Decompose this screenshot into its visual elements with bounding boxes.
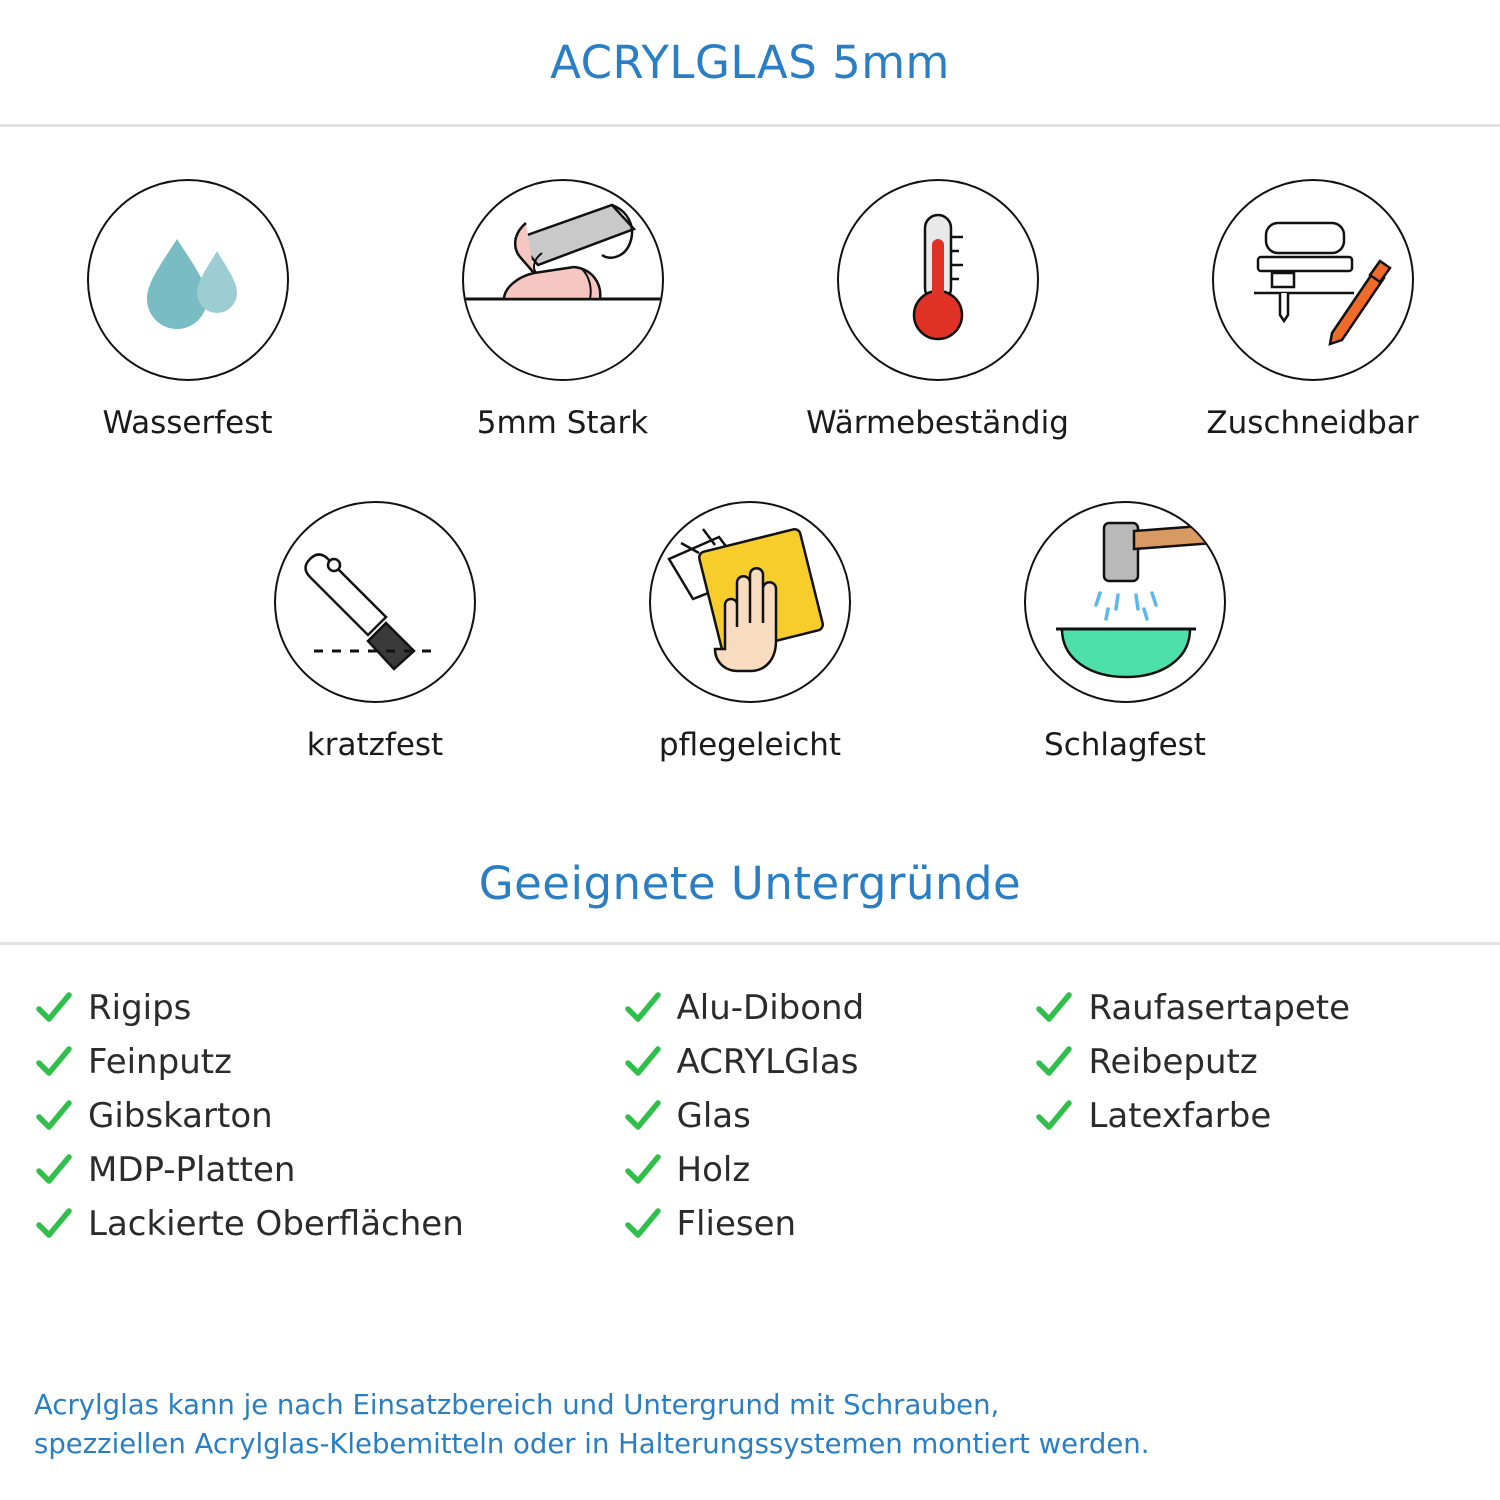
list-item-label: Holz	[676, 1150, 751, 1190]
page-title: ACRYLGLAS 5mm	[550, 36, 950, 89]
check-icon	[34, 1096, 74, 1136]
list-item	[623, 1143, 1035, 1197]
water-drops-icon	[87, 179, 289, 381]
feature-waermebestaendig	[750, 179, 1125, 441]
section-title: Geeignete Untergründe	[478, 856, 1022, 910]
list-item	[34, 1197, 623, 1251]
list-item-label: Feinputz	[88, 1042, 232, 1082]
list-item	[623, 981, 1035, 1035]
cleaning-cloth-hand-icon	[649, 501, 851, 703]
footnote-line-1: Acrylglas kann je nach Einsatzbereich und Untergrund mit Schrauben,	[34, 1388, 1000, 1421]
substrate-column-2	[623, 981, 1035, 1251]
feature-label: Wärmebeständig	[806, 404, 1069, 441]
list-item-label: MDP-Platten	[88, 1150, 296, 1190]
list-item-label: Fliesen	[676, 1204, 797, 1244]
substrates-header	[0, 763, 1500, 909]
list-item	[1034, 1035, 1466, 1089]
feature-label: Wasserfest	[102, 404, 273, 441]
feature-label: kratzfest	[306, 726, 444, 763]
feature-label: Zuschneidbar	[1206, 404, 1419, 441]
list-item-label: Glas	[676, 1096, 751, 1136]
list-item-label: Raufasertapete	[1088, 988, 1351, 1028]
feature-label: Schlagfest	[1044, 726, 1206, 763]
knife-scratch-icon	[274, 501, 476, 703]
features-row-2	[0, 441, 1500, 763]
check-icon	[623, 1204, 663, 1244]
strong-arm-icon	[462, 179, 664, 381]
check-icon	[1034, 1096, 1074, 1136]
check-icon	[1034, 1042, 1074, 1082]
substrate-column-3	[1034, 981, 1466, 1251]
list-item-label: Lackierte Oberflächen	[88, 1204, 464, 1244]
substrates-lists	[0, 945, 1500, 1251]
check-icon	[34, 1204, 74, 1244]
list-item	[1034, 1089, 1466, 1143]
feature-wasserfest	[0, 179, 375, 441]
list-item-label: ACRYLGlas	[676, 1042, 859, 1082]
check-icon	[34, 988, 74, 1028]
footnote-line-2: spezziellen Acrylglas-Klebemitteln oder in Halterungssystemen montiert werden.	[34, 1427, 1150, 1460]
feature-label: pflegeleicht	[658, 726, 842, 763]
list-item-label: Rigips	[88, 988, 192, 1028]
check-icon	[1034, 988, 1074, 1028]
check-icon	[623, 988, 663, 1028]
check-icon	[34, 1042, 74, 1082]
list-item	[34, 1089, 623, 1143]
check-icon	[623, 1096, 663, 1136]
check-icon	[623, 1150, 663, 1190]
list-item	[623, 1197, 1035, 1251]
list-item	[623, 1035, 1035, 1089]
check-icon	[34, 1150, 74, 1190]
substrate-column-1	[34, 981, 623, 1251]
feature-schlagfest	[938, 501, 1313, 763]
feature-kratzfest	[188, 501, 563, 763]
feature-pflegeleicht	[563, 501, 938, 763]
footnote	[34, 1386, 1470, 1464]
feature-zuschneidbar	[1125, 179, 1500, 441]
header	[0, 0, 1500, 88]
list-item-label: Alu-Dibond	[676, 988, 865, 1028]
list-item-label: Gibskarton	[88, 1096, 273, 1136]
list-item	[1034, 981, 1466, 1035]
list-item-label: Reibeputz	[1088, 1042, 1258, 1082]
thermometer-icon	[837, 179, 1039, 381]
list-item	[34, 1035, 623, 1089]
list-item-label: Latexfarbe	[1088, 1096, 1272, 1136]
check-icon	[623, 1042, 663, 1082]
hammer-impact-icon	[1024, 501, 1226, 703]
feature-label: 5mm Stark	[476, 404, 649, 441]
list-item	[623, 1089, 1035, 1143]
jigsaw-cut-icon	[1212, 179, 1414, 381]
list-item	[34, 1143, 623, 1197]
feature-5mm-stark	[375, 179, 750, 441]
features-row-1	[0, 127, 1500, 441]
list-item	[34, 981, 623, 1035]
